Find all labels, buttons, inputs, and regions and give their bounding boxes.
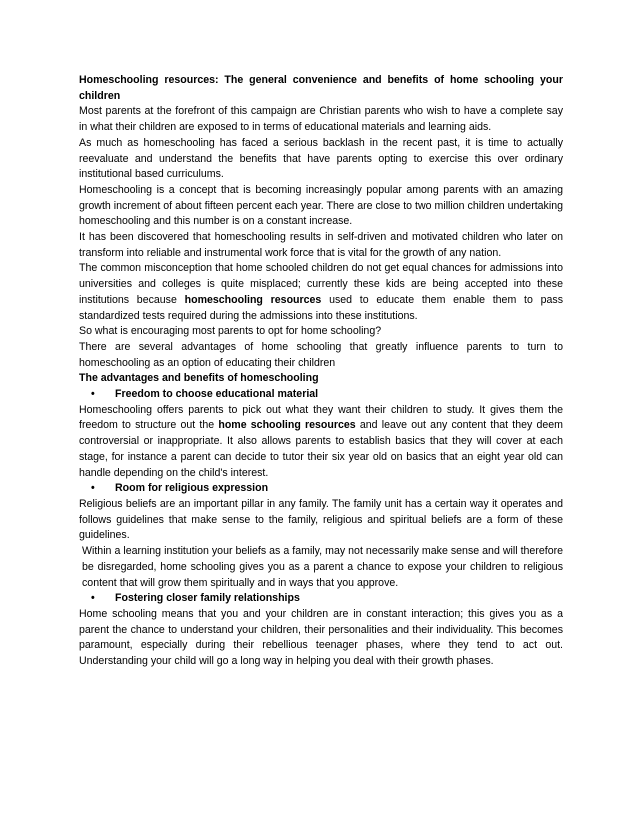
paragraph-freedom-text-a: Homeschooling offers parents to pick out what they want their children to study. It gives them the freedom to structure out the bbox=[79, 403, 563, 432]
paragraph-learning-institution: Within a learning institution your beliefs as a family, may not necessarily make sense and will therefore be disregarded, home schooling gives you as a parent a chance to expose your children to religious content that will grow them spiritually and in ways that you approve. bbox=[82, 545, 563, 589]
paragraph-advantages-intro: There are several advantages of home schooling that greatly influence parents to turn to homeschooling as an option of educating their children bbox=[79, 340, 563, 369]
paragraph-freedom-text-b: and leave out any content that they deem controversial or inappropriate. It also allows parents to establish basics that they will cover at each stage, for instance a parent can decide to tutor their six year old on basics that an eight year old can handle depending on the child's interest. bbox=[79, 419, 563, 479]
bullet-family bbox=[79, 591, 563, 607]
paragraph-backlash: As much as homeschooling has faced a serious backlash in the recent past, it is time to actually reevaluate and understand the benefits that have parents opting to exercise this over ordinary institutional based curriculums. bbox=[79, 136, 563, 181]
bullet-freedom-label: Freedom to choose educational material bbox=[115, 388, 319, 401]
bullet-freedom bbox=[79, 387, 563, 403]
paragraph-religious-beliefs: Religious beliefs are an important pillar in any family. The family unit has a certain way it operates and follows guidelines that make sense to the family, religious and spiritual beliefs are a form of these guidelines. bbox=[79, 497, 563, 542]
section-heading: The advantages and benefits of homeschooling bbox=[79, 372, 319, 385]
paragraph-misconception-text-a: The common misconception that home schooled children do not get equal chances for admissions into universities and colleges is quite misplaced; currently these kids are being accepted into these institutions because bbox=[79, 262, 563, 306]
bullet-dot-icon: • bbox=[91, 388, 95, 401]
bullet-religious-label: Room for religious expression bbox=[115, 482, 269, 495]
paragraph-christian-parents: Most parents at the forefront of this campaign are Christian parents who wish to have a complete say in what their children are exposed to in terms of educational materials and learning aids. bbox=[79, 105, 563, 134]
paragraph-growth: Homeschooling is a concept that is becoming increasingly popular among parents with an amazing growth increment of about fifteen percent each year. There are close to two million children undertaking homeschooling and this number is on a constant increase. bbox=[79, 183, 563, 228]
bullet-dot-icon: • bbox=[91, 592, 95, 605]
bullet-family-label: Fostering closer family relationships bbox=[115, 592, 300, 605]
keyword-home-schooling-resources: home schooling resources bbox=[218, 419, 356, 432]
paragraph-question: So what is encouraging most parents to opt for home schooling? bbox=[79, 325, 382, 338]
paragraph-freedom-body bbox=[79, 403, 563, 482]
document-page bbox=[79, 73, 563, 670]
paragraph-self-driven: It has been discovered that homeschooling results in self-driven and motivated children who later on transform into reliable and instrumental work force that is vital for the growth of any nation. bbox=[79, 231, 563, 259]
paragraph-misconception bbox=[79, 261, 563, 324]
keyword-homeschooling-resources: homeschooling resources bbox=[184, 293, 322, 306]
document-title: Homeschooling resources: The general convenience and benefits of home schooling your children bbox=[79, 74, 563, 102]
paragraph-misconception-text-b: used to educate them enable them to pass standardized tests required during the admissions into these institutions. bbox=[79, 293, 563, 322]
paragraph-family-body: Home schooling means that you and your children are in constant interaction; this gives you as a parent the chance to understand your children, their personalities and their individuality. This becomes paramount, especially during their rebellious teenager phases, where they tend to act out. Understanding your child will go a long way in helping you deal with their growth phases. bbox=[79, 607, 563, 668]
bullet-dot-icon: • bbox=[91, 482, 95, 495]
bullet-religious bbox=[79, 481, 563, 497]
